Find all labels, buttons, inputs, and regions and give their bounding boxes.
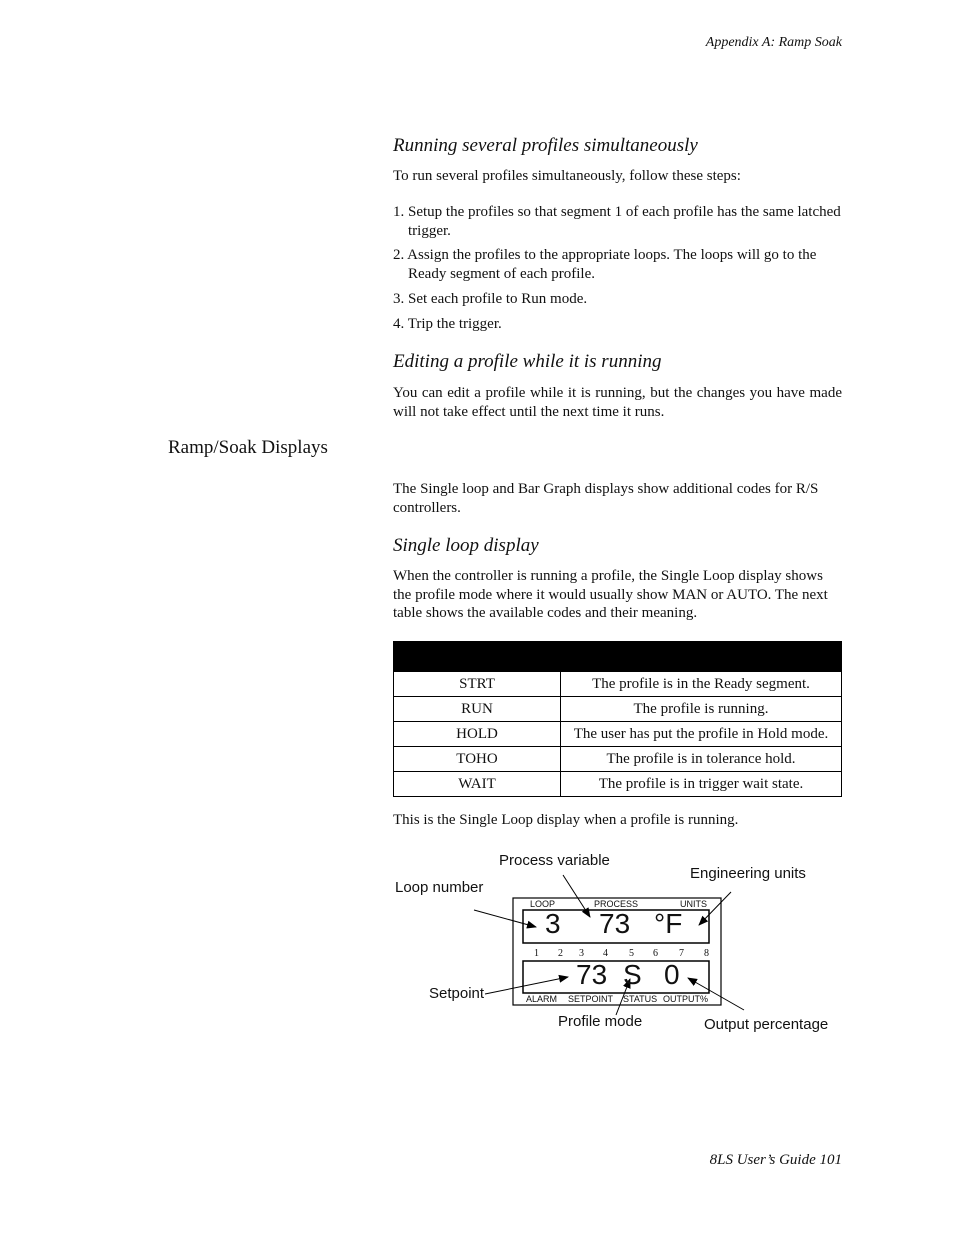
side-heading-ramp-soak-displays: Ramp/Soak Displays [168, 437, 328, 458]
panel-label-process: PROCESS [594, 899, 639, 909]
lower-display-window [523, 961, 709, 993]
setpoint-value: 73 [576, 959, 608, 990]
callout-output-percentage: Output percentage [704, 1016, 829, 1033]
single-loop-display-diagram [390, 845, 850, 1045]
running-header: Appendix A: Ramp Soak [705, 35, 842, 50]
panel-label-setpoint: SETPOINT [568, 994, 614, 1004]
meaning-cell: The profile is in the Ready segment. [561, 672, 842, 697]
table-header-row [394, 642, 842, 672]
indicator-number: 6 [653, 948, 658, 959]
indicator-number: 2 [558, 948, 563, 959]
section-heading-editing: Editing a profile while it is running [393, 351, 662, 372]
code-cell: RUN [394, 697, 561, 722]
callout-profile-mode: Profile mode [558, 1013, 643, 1030]
callout-engineering-units: Engineering units [690, 865, 806, 882]
table-header-cell [561, 642, 842, 672]
section-intro: To run several profiles simultaneously, follow these steps: [393, 168, 741, 184]
code-cell: HOLD [394, 722, 561, 747]
indicator-number: 7 [679, 948, 684, 959]
meaning-cell: The profile is in trigger wait state. [561, 772, 842, 797]
indicator-number: 5 [629, 948, 634, 959]
meaning-cell: The profile is running. [561, 697, 842, 722]
meaning-cell: The profile is in tolerance hold. [561, 747, 842, 772]
table-row [394, 747, 842, 772]
indicator-number: 8 [704, 948, 709, 959]
table-row [394, 722, 842, 747]
table-row [394, 772, 842, 797]
panel-label-output: OUTPUT% [663, 994, 708, 1004]
section-heading-single-loop: Single loop display [393, 535, 539, 556]
display-caption: This is the Single Loop display when a profile is running. [393, 812, 739, 828]
code-cell: WAIT [394, 772, 561, 797]
meaning-cell: The user has put the profile in Hold mode. [561, 722, 842, 747]
callout-process-variable: Process variable [499, 852, 610, 869]
process-value: 73 [599, 908, 631, 939]
panel-label-status: STATUS [623, 994, 658, 1004]
loop-value: 3 [545, 908, 561, 939]
indicator-number: 1 [534, 948, 539, 959]
panel-label-units: UNITS [680, 899, 707, 909]
output-value: 0 [664, 959, 680, 990]
callout-loop-number: Loop number [395, 879, 484, 896]
panel-label-alarm: ALARM [526, 994, 558, 1004]
code-cell: STRT [394, 672, 561, 697]
step-item: 2. Assign the profiles to the appropriate loops. The loops will go to the Ready segment of each profile. [393, 247, 817, 282]
step-item: 1. Setup the profiles so that segment 1 of each profile has the same latched trigger. [393, 204, 841, 239]
units-value: °F [654, 908, 683, 939]
callout-setpoint: Setpoint [429, 985, 485, 1002]
mode-value: S [623, 959, 642, 990]
profile-codes-table [393, 641, 842, 797]
table-row [394, 672, 842, 697]
indicator-number: 3 [579, 948, 584, 959]
running-footer: 8LS User’s Guide 101 [709, 1152, 842, 1168]
code-cell: TOHO [394, 747, 561, 772]
section-body-displays: The Single loop and Bar Graph displays show additional codes for R/S controllers. [393, 481, 819, 516]
section-body-single-loop: When the controller is running a profile, the Single Loop display shows the profile mode where it would usually show MAN or AUTO. The next table shows the available codes and their meaning. [393, 568, 828, 621]
panel-label-loop: LOOP [530, 899, 556, 909]
section-body-editing: You can edit a profile while it is running, but the changes you have made will not take effect until the next time it runs. [393, 385, 842, 420]
indicator-number: 4 [603, 948, 608, 959]
step-item: 3. Set each profile to Run mode. [393, 291, 588, 307]
section-heading-running-several: Running several profiles simultaneously [393, 135, 698, 156]
table-row [394, 697, 842, 722]
table-header-cell [394, 642, 561, 672]
step-item: 4. Trip the trigger. [393, 316, 502, 332]
